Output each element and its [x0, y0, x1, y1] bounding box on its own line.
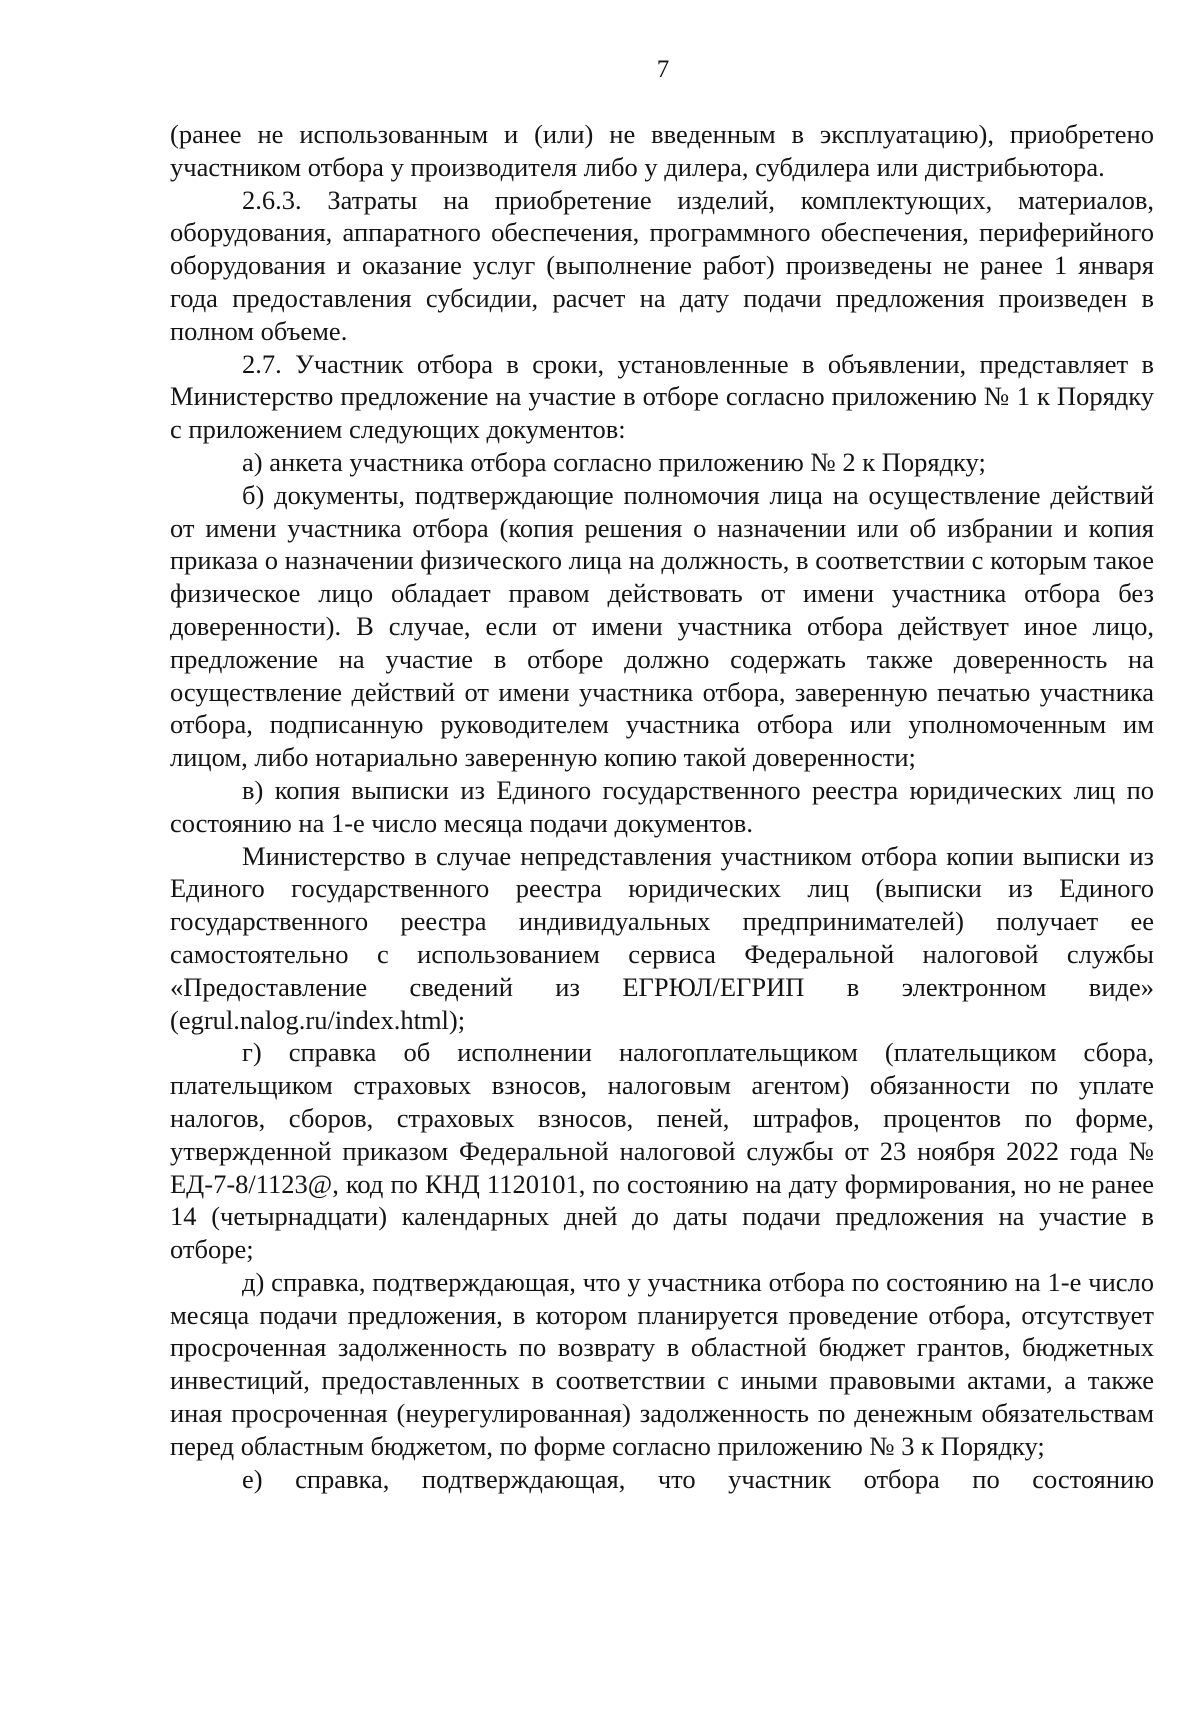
paragraph-2-7: 2.7. Участник отбора в сроки, установленные в объявлении, представляет в Министерство предложение на участие в отборе согласно приложению № 1 к Порядку с приложением следующих документов:	[170, 348, 1154, 445]
document-body	[170, 118, 1154, 1495]
paragraph-2-6-3: 2.6.3. Затраты на приобретение изделий, комплектующих, материалов, оборудования, аппаратного обеспечения, программного обеспечения, периферийного оборудования и оказание услуг (выполнение работ) произведены не ранее 1 января года предоставления субсидии, расчет на дату подачи предложения произведен в полном объеме.	[170, 184, 1154, 346]
list-item-v: в) копия выписки из Единого государственного реестра юридических лиц по состоянию на 1-е число месяца подачи документов.	[170, 774, 1154, 838]
list-item-b: б) документы, подтверждающие полномочия лица на осуществление действий от имени участника отбора (копия решения о назначении или об избрании и копия приказа о назначении физического лица на должность, в соответствии с которым такое физическое лицо обладает правом действовать от имени участника отбора без доверенности). В случае, если от имени участника отбора действует иное лицо, предложение на участие в отборе должно содержать также доверенность на осуществление действий от имени участника отбора, заверенную печатью участника отбора, подписанную руководителем участника отбора или уполномоченным им лицом, либо нотариально заверенную копию такой доверенности;	[170, 479, 1154, 773]
list-item-e: е) справка, подтверждающая, что участник отбора по состоянию	[242, 1463, 1154, 1494]
list-item-d: д) справка, подтверждающая, что у участника отбора по состоянию на 1-е число месяца подачи предложения, в котором планируется проведение отбора, отсутствует просроченная задолженность по возврату в областной бюджет грантов, бюджетных инвестиций, предоставленных в соответствии с иными правовыми актами, а также иная просроченная (неурегулированная) задолженность по денежным обязательствам перед областным бюджетом, по форме согласно приложению № 3 к Порядку;	[170, 1266, 1154, 1461]
list-item-a: а) анкета участника отбора согласно приложению № 2 к Порядку;	[242, 446, 986, 477]
page-number: 7	[656, 56, 670, 83]
list-item-g: г) справка об исполнении налогоплательщиком (плательщиком сбора, плательщиком страховых взносов, налоговым агентом) обязанности по уплате налогов, сборов, страховых взносов, пеней, штрафов, процентов по форме, утвержденной приказом Федеральной налоговой службы от 23 ноября 2022 года № ЕД-7-8/1123@, код по КНД 1120101, по состоянию на дату формирования, но не ранее 14 (четырнадцати) календарных дней до даты подачи предложения на участие в отборе;	[170, 1037, 1154, 1265]
paragraph-ministry: Министерство в случае непредставления участником отбора копии выписки из Единого государственного реестра юридических лиц (выписки из Единого государственного реестра индивидуальных предпринимателей) получает ее самостоятельно с использованием сервиса Федеральной налоговой службы «Предоставление сведений из ЕГРЮЛ/ЕГРИП в электронном виде» (egrul.nalog.ru/index.html);	[170, 840, 1154, 1035]
paragraph-continuation: (ранее не использованным и (или) не введенным в эксплуатацию), приобретено участником отбора у производителя либо у дилера, субдилера или дистрибьютора.	[170, 119, 1154, 182]
